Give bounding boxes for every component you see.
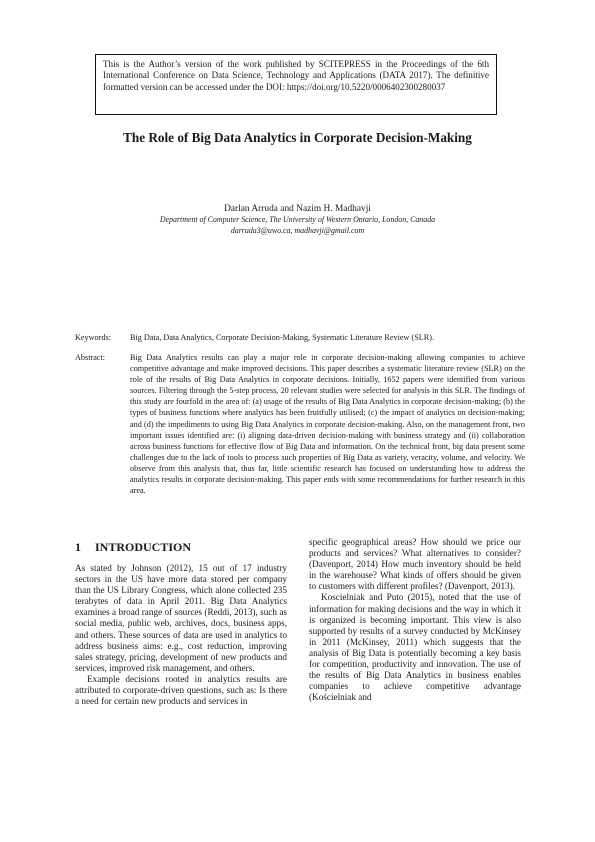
section-heading [75, 540, 191, 554]
authors: Darlan Arruda and Nazim H. Madhavji [224, 204, 371, 214]
section-number: 1 [75, 540, 81, 554]
keywords-label: Keywords: [75, 333, 111, 342]
affiliation: Department of Computer Science, The University of Western Ontario, London, Canada [159, 215, 436, 224]
author-version-notice: This is the Author’s version of the work published by SCITEPRESS in the Proceedings of the 6th International Conference on Data Science, Technology and Applications (DATA 2017). The definitive formatted version can be accessed under the DOI: https://doi.org/10.5220/0006402300280037 [95, 54, 497, 115]
paragraph: specific geographical areas? How should we price our products and services? What alternatives to consider? (Davenport, 2014) How much inventory should be held in the warehouse? What kinds of offers should be given to customers with different profiles? (Davenport, 2013). [309, 537, 521, 592]
keywords-text: Big Data, Data Analytics, Corporate Decision-Making, Systematic Literature Review (SLR). [130, 333, 434, 342]
paragraph: Koscielniak and Puto (2015), noted that the use of information for making decisions and the way in which it is organized is becoming important. This view is also supported by results of a survey conducted by McKinsey in 2011 (McKinsey, 2011) which suggests that the analysis of Big Data is potentially becoming a key basis for competition, productivity and innovation. The use of the results of Big Data Analytics in business enables companies to achieve competitive advantage (Kościelniak and [309, 592, 521, 703]
paper-title: The Role of Big Data Analytics in Corporate Decision-Making [123, 130, 472, 145]
author-emails: darruda3@uwo.ca, madhavji@gmail.com [230, 226, 365, 235]
section-title: INTRODUCTION [95, 540, 192, 554]
body-column-right [309, 537, 521, 703]
paragraph: As stated by Johnson (2012), 15 out of 17 industry sectors in the US have more data stored per company than the US Library Congress, which alone collected 235 terabytes of data in April 2011. Big Data Analytics examines a broad range of sources (Reddi, 2013), such as social media, public web, archives, docs, business apps, and others. These sources of data are used in analytics to address business aims: e.g., cost reduction, improving sales strategy, pricing, development of new products and services, improved risk management, and others. [75, 563, 287, 673]
abstract-label: Abstract: [75, 353, 106, 362]
body-column-left [75, 563, 287, 707]
paragraph: Example decisions rooted in analytics results are attributed to corporate-driven questions, such as: Is there a need for certain new products and services in [75, 673, 287, 707]
abstract-text: Big Data Analytics results can play a major role in corporate decision-making allowing companies to achieve competitive advantage and make improved decisions. This paper describes a systematic literature review (SLR) on the role of the results of Big Data Analytics in corporate decisions. Initially, 1652 papers were identified from various sources. Filtering through the 5-step process, 20 relevant studies were selected for analysis in this SLR. The findings of this study are fourfold in the area of: (a) usage of the results of Big Data Analytics in corporate decision-making; (b) the types of business functions where analytics has been fruitfully utilised; (c) the impact of analytics on decision-making; and (d) the impediments to using Big Data Analytics in corporate decision-making. Also, on the management front, two important issues identified are: (i) aligning data-driven decision-making with business strategy and (ii) collaboration across business functions for effective flow of Big Data and information. On the technical front, big data present some challenges due to the lack of tools to process such properties of Big Data as variety, veracity, volume, and velocity. We observe from this analysis that, thus far, little scientific research has focused on understanding how to address the analytics results in corporate decision-making. This paper ends with some recommendations for further research in this area. [130, 353, 525, 496]
